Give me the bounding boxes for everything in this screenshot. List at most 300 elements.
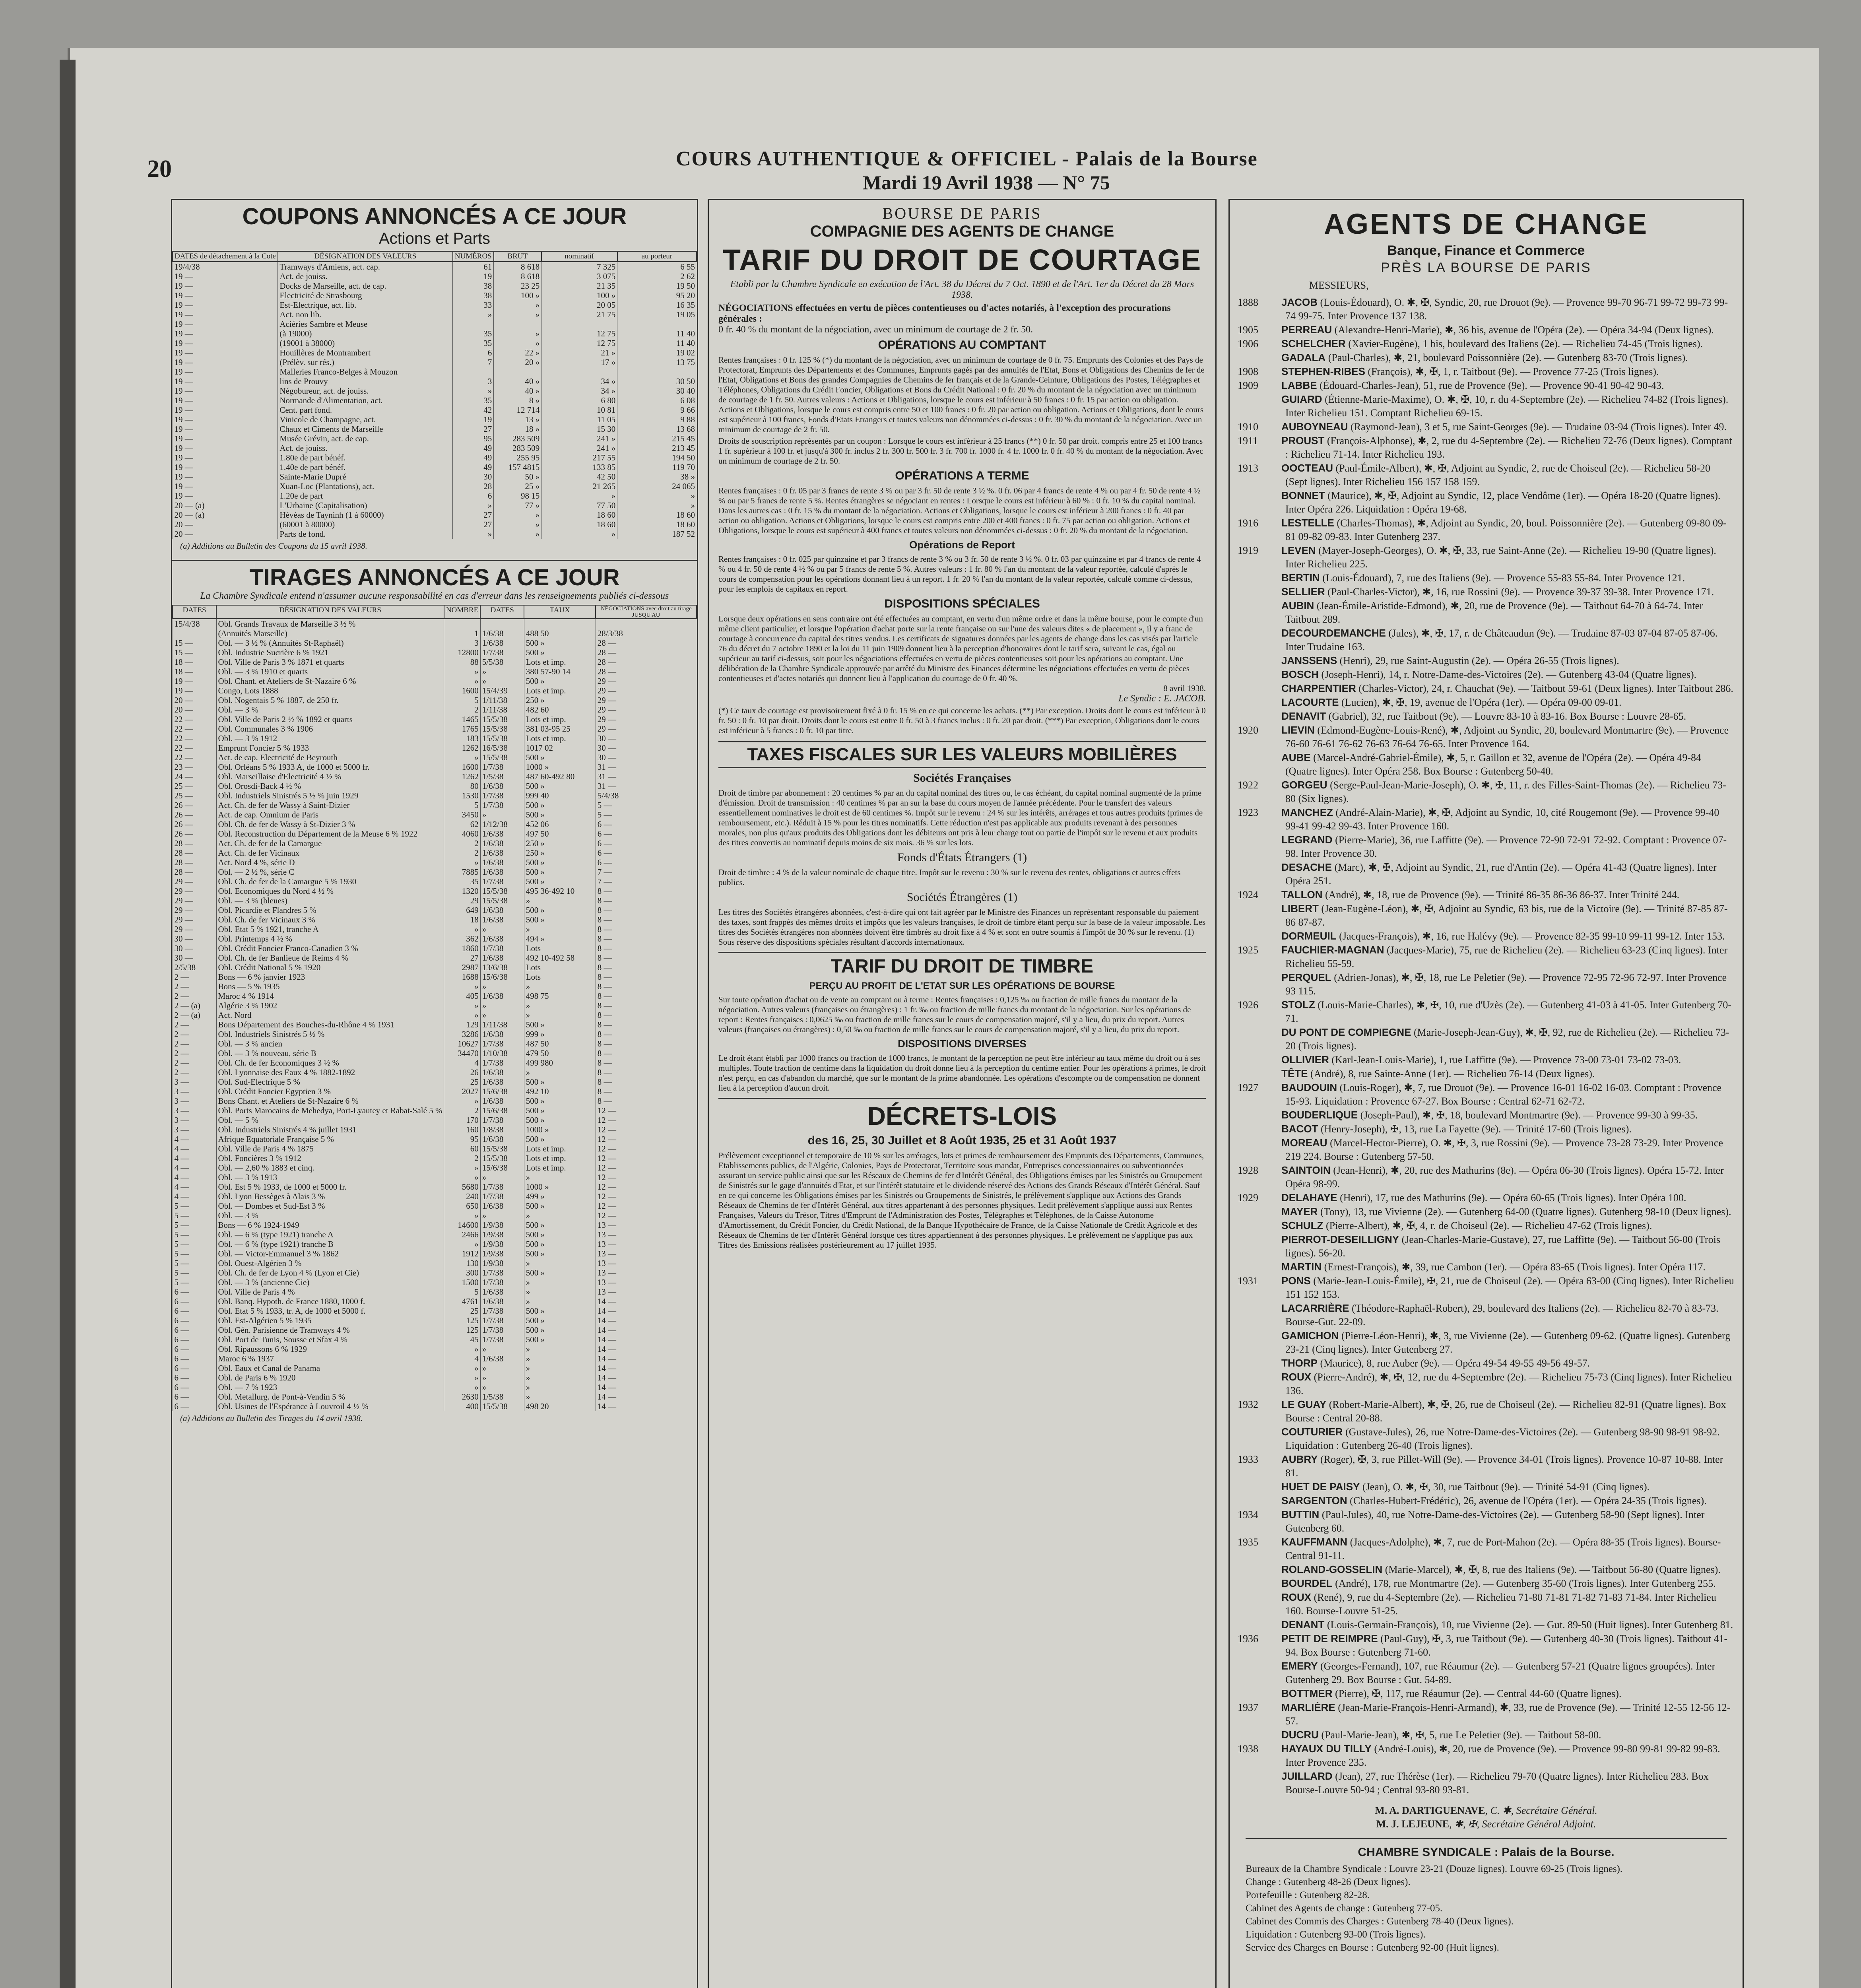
- agent-entry: [1230, 420, 1743, 434]
- cell-numero: [453, 367, 494, 377]
- cell-date: 6 —: [173, 1354, 216, 1363]
- terme-text: Rentes françaises : 0 fr. 05 par 3 francs de rente 3 % ou par 3 fr. 50 de rente 3 ½ %. 0 fr. 06 par 4 francs de rente 4 % ou par 4 fr. 50 de rente 4 ½ % ou par 5 francs de rente 5 %. Rentes étrangères se négociant en rentes : Lorsque le cours est inférieur à 60 % : 0 fr. 10 % du capital nominal. Dans les autres cas : 0 fr. 15 % du montant de la négociation. Actions et Obligations, lorsque le cours est inférieur à 200 francs : 0 fr. 40 par action ou obligation. Actions et Obligations, lorsque le cours est compris entre 200 et 400 francs : 0 fr. 75 par action ou obligation. Actions et Obligations, lorsque le cours est supérieur à 400 francs et toutes valeurs non dénommées ci-dessus : 0 fr. 20 % du montant de la négociation.: [718, 486, 1200, 535]
- cell-negociation: 8 —: [596, 915, 697, 924]
- agent-entry: [1230, 337, 1743, 351]
- cell-designation: Obl. Industriels Sinistrés 5 ½ % juin 1929: [216, 791, 444, 800]
- agent-details: (Karl-Jean-Louis-Marie), 1, rue Laffitte (9e). — Provence 73-00 73-01 73-02 73-03.: [1331, 1054, 1681, 1066]
- cell-nombre: »: [444, 1010, 480, 1020]
- cell-date: 22 —: [173, 734, 216, 743]
- cell-date: 6 —: [173, 1287, 216, 1297]
- cell-nombre: 4761: [444, 1297, 480, 1306]
- cell-designation: Obl. Lyon Bessèges à Alais 3 %: [216, 1192, 444, 1201]
- cell-numero: 35: [453, 329, 494, 338]
- agent-name: TÊTE: [1281, 1068, 1308, 1079]
- cell-taux: 1000 »: [524, 762, 596, 772]
- cell-nombre: »: [444, 1211, 480, 1220]
- cell-taux: 500 »: [524, 638, 596, 648]
- agent-name: JANSSENS: [1281, 654, 1337, 666]
- cell-nombre: »: [444, 1382, 480, 1392]
- cell-date: 20 —: [173, 520, 278, 529]
- table-row: [173, 272, 697, 281]
- agent-year: 1920: [1238, 724, 1258, 736]
- cell-nombre: »: [444, 1173, 480, 1182]
- cell-taux: 500 »: [524, 858, 596, 867]
- coupons-table: [172, 251, 697, 539]
- tarif-intro: Etabli par la Chambre Syndicale en exécution de l'Art. 38 du Décret du 7 Oct. 1890 et de l'Art. 1er du Décret du 28 Mars 1938.: [730, 279, 1194, 300]
- cell-brut: 13 »: [494, 415, 541, 424]
- comptant-text: Rentes françaises : 0 fr. 125 % (*) du montant de la négociation, avec un minimum de courtage de 0 fr. 75. Emprunts des Colonies et des Pays de Protectorat, Emprunts des Départements et des Communes, Emprunts gagés par des annuités de l'Etat, Bons et Obligations des Chemins de fer de l'Etat, Obligations et Bons des grandes Compagnies de Chemins de fer français et de la Grande-Ceinture, Obligations des Postes, Télégraphes et Téléphones, Obligations du Crédit Foncier, Obligations et Bons du Crédit National : 0 fr. 20 % du montant de la négociation avec un minimum de courtage de 1 fr. 50. Autres valeurs : Actions et Obligations, lorsque le cours est inférieur à 50 francs : 0 fr. 15 par action ou obligation. Actions et Obligations, lorsque le cours est compris entre 50 et 100 francs : 0 fr. 20 par action ou obligation. Actions et Obligations, dont le cours est supérieur à 100 francs, Fonds d'Etats Etrangers et toutes valeurs non dénommées ci-dessus : 0 fr. 30 % du montant de la négociation. Avec un minimum de courtage de 2 fr. 50.: [718, 355, 1205, 434]
- table-row: [173, 1363, 697, 1373]
- cell-nombre: 1500: [444, 1277, 480, 1287]
- cell-nominatif: 241 »: [541, 434, 617, 443]
- cell-date: 26 —: [173, 800, 216, 810]
- cell-taux: 492 10: [524, 1087, 596, 1096]
- cell-taux: 500 »: [524, 800, 596, 810]
- column-coupons-tirages: [171, 199, 698, 1988]
- agent-details: (Paul-Marie-Jean), ✱, ✠, 5, rue Le Peletier (9e). — Taitbout 58-00.: [1321, 1729, 1601, 1741]
- cell-date: 6 —: [173, 1335, 216, 1344]
- table-row: [173, 1020, 697, 1029]
- cell-porteur: 95 20: [617, 291, 697, 300]
- agent-details: (Joseph-Henri), 14, r. Notre-Dame-des-Victoires (2e). — Gutenberg 43-04 (Quatre lignes).: [1321, 669, 1697, 680]
- cell-taux: 500 »: [524, 1106, 596, 1115]
- table-row: [173, 1402, 697, 1411]
- agent-name: AUBIN: [1281, 600, 1314, 612]
- agent-year: 1909: [1238, 380, 1258, 391]
- cell-negociation: 8 —: [596, 972, 697, 982]
- agent-details: (René), 9, rue du 4-Septembre (2e). — Richelieu 71-80 71-81 71-82 71-83 71-84. Inter Richelieu 160. Bourse-Louvre 51-25.: [1285, 1592, 1716, 1617]
- cell-remb-date: 1/6/38: [480, 839, 524, 848]
- cell-remb-date: 15/6/38: [480, 1106, 524, 1115]
- cell-remb-date: 1/7/38: [480, 1335, 524, 1344]
- cell-designation: Bons — 5 % 1935: [216, 982, 444, 991]
- table-row: [173, 839, 697, 848]
- cell-designation: Obl. Industriels Sinistrés 4 % juillet 1931: [216, 1125, 444, 1134]
- cell-taux: 488 50: [524, 629, 596, 638]
- table-row: [173, 858, 697, 867]
- cell-brut: 40 »: [494, 386, 541, 396]
- cell-porteur: »: [617, 501, 697, 510]
- cell-taux: »: [524, 1258, 596, 1268]
- cell-negociation: 29 —: [596, 686, 697, 695]
- cell-negociation: 8 —: [596, 924, 697, 934]
- cell-taux: 500 »: [524, 1335, 596, 1344]
- cell-date: 4 —: [173, 1182, 216, 1192]
- cell-remb-date: 1/5/38: [480, 772, 524, 781]
- cell-designation: Malleries Franco-Belges à Mouzon: [278, 367, 453, 377]
- table-row: [173, 1029, 697, 1039]
- cell-nombre: 240: [444, 1192, 480, 1201]
- cell-nombre: 5680: [444, 1182, 480, 1192]
- cell-date: 3 —: [173, 1106, 216, 1115]
- cell-designation: L'Urbaine (Capitalisation): [278, 501, 453, 510]
- agent-year: 1929: [1238, 1192, 1258, 1204]
- cell-porteur: 11 40: [617, 338, 697, 348]
- cell-date: 29 —: [173, 924, 216, 934]
- cell-nombre: 405: [444, 991, 480, 1001]
- cell-numero: 28: [453, 481, 494, 491]
- cell-remb-date: 1/9/38: [480, 1249, 524, 1258]
- table-row: [173, 705, 697, 714]
- table-row: [173, 1316, 697, 1325]
- cell-remb-date: »: [480, 1382, 524, 1392]
- cell-nominatif: [541, 367, 617, 377]
- cell-negociation: 30 —: [596, 734, 697, 743]
- cell-date: 19 —: [173, 329, 278, 338]
- negociations-text: 0 fr. 40 % du montant de la négociation, avec un minimum de courtage de 2 fr. 50.: [718, 324, 1033, 335]
- cell-negociation: 8 —: [596, 1029, 697, 1039]
- secretaire-name: M. A. DARTIGUENAVE: [1375, 1805, 1485, 1816]
- cell-taux: 500 »: [524, 781, 596, 791]
- cell-designation: Obl. — 3 % 1913: [216, 1173, 444, 1182]
- cell-porteur: 18 60: [617, 510, 697, 520]
- agent-entry: [1230, 971, 1743, 998]
- agent-entry: [1230, 723, 1743, 751]
- cell-designation: Obl. Est-Algérien 5 % 1935: [216, 1316, 444, 1325]
- cell-designation: Obl. Ch. de fer Banlieue de Reims 4 %: [216, 953, 444, 963]
- cell-date: 22 —: [173, 743, 216, 753]
- syndic-signature: Le Syndic : E. JACOB.: [1118, 693, 1206, 704]
- agent-details: (François-Alphonse), ✱, 2, rue du 4-Septembre (2e). — Richelieu 72-76 (Deux lignes). Comptant : Richelieu 71-14. Inter Richelieu 193.: [1285, 435, 1732, 460]
- cell-nombre: 4: [444, 1058, 480, 1068]
- table-row: [173, 357, 697, 367]
- agent-entry: [1230, 1508, 1743, 1535]
- table-row: [173, 1306, 697, 1316]
- table-row: [173, 762, 697, 772]
- agent-name: ROUX: [1281, 1591, 1312, 1603]
- cell-nombre: 125: [444, 1316, 480, 1325]
- cell-negociation: 14 —: [596, 1402, 697, 1411]
- cell-numero: 33: [453, 300, 494, 310]
- agent-year: 1916: [1238, 517, 1258, 529]
- cell-taux: Lots et imp.: [524, 1144, 596, 1153]
- cell-date: 3 —: [173, 1115, 216, 1125]
- cell-negociation: 8 —: [596, 905, 697, 915]
- agent-name: SAINTOIN: [1281, 1164, 1331, 1176]
- cell-designation: Act. Ch. de fer de Wassy à Saint-Dizier: [216, 800, 444, 810]
- cell-remb-date: 1/6/38: [480, 848, 524, 858]
- cell-negociation: [596, 619, 697, 629]
- cell-brut: »: [494, 338, 541, 348]
- agent-details: (Jean), 27, rue Thérèse (1er). — Richelieu 79-70 (Quatre lignes). Inter Richelieu 283. Box Bourse-Louvre 50-94 ; Central 93-80 93-81.: [1285, 1771, 1709, 1796]
- cell-porteur: 11 40: [617, 329, 697, 338]
- cell-designation: Obl. Ports Marocains de Mehedya, Port-Lyautey et Rabat-Salé 5 %: [216, 1106, 444, 1115]
- table-row: [173, 1277, 697, 1287]
- cell-negociation: 6 —: [596, 858, 697, 867]
- cell-nombre: »: [444, 1001, 480, 1010]
- cell-nombre: 95: [444, 1134, 480, 1144]
- agent-name: AUBRY: [1281, 1453, 1318, 1465]
- table-row: [173, 319, 697, 329]
- chambre-line: Liquidation : Gutenberg 93-00 (Trois lignes).: [1246, 1929, 1426, 1940]
- cell-numero: »: [453, 529, 494, 539]
- cell-brut: 98 15: [494, 491, 541, 501]
- cell-date: 22 —: [173, 724, 216, 734]
- societes-etrangeres-text: Les titres des Sociétés étrangères abonnées, c'est-à-dire qui ont fait agréer par le Ministre des Finances un représentant responsable du paiement des taxes, sont frappés des mêmes droits et impôts que les valeurs françaises, le droit de timbre étant perçu sur la base de la valeur imposable. Les titres des Sociétés étrangères non abonnées doivent être timbrés au droit fixe à 4 % et sont en outre soumis à l'impôt de 30 % sur le revenu. (1) Sous réserve des dispositions spéciales résultant d'accords internationaux.: [718, 907, 1206, 947]
- cell-brut: »: [494, 310, 541, 319]
- cell-taux: 498 20: [524, 1402, 596, 1411]
- cell-date: 2 —: [173, 972, 216, 982]
- agent-entry: [1230, 833, 1743, 860]
- cell-nombre: 2: [444, 705, 480, 714]
- agent-details: (Pierre-André), ✱, ✠, 12, rue du 4-Septembre (2e). — Richelieu 75-73 (Cinq lignes). Inter Richelieu 136.: [1285, 1371, 1732, 1396]
- cell-taux: 492 10-492 58: [524, 953, 596, 963]
- decrets-text: Prélèvement exceptionnel et temporaire de 10 % sur les arrérages, lots et primes de remboursement des Emprunts des Départements, Communes, Etablissements publics, de l'Algérie, Colonies, Pays de Protectorat, Territoire sous mandat, Entreprises concessionnaires ou subventionnées assurant un service public ainsi que sur les Réseaux de Chemins de fer d'Intérêt Général, des Obligations émises par les Sinistrés ou Groupement de Sinistrés sur le gage d'annuités d'Etat, et sur l'intérêt statutaire et le dividende réservé des Actions des Grands Réseaux d'Intérêt Général. Sauf en ce qui concerne les Obligations émises par les Sinistrés ou Groupements de Sinistrés, le prélèvement s'applique aux Actions des Grands Réseaux de Chemins de fer d'Intérêt Général, aux titres appartenant à des personnes physiques. Ledit prélèvement s'applique aussi aux Rentes Françaises, Valeurs du Trésor, Titres d'Emprunt de l'Administration des Postes, Télégraphes et Téléphones, de la Caisse Autonome d'Amortissement, du Crédit Foncier, du Crédit National, de la Banque Hypothécaire de France, de la Caisse Nationale de Crédit Agricole et des Réseaux de Chemins de fer d'Intérêt Général lorsque ces titres appartiennent à des personnes physiques. Le prélèvement ne s'applique pas aux Titres des Emissions réalisées postérieurement au 17 juillet 1935.: [718, 1151, 1204, 1250]
- table-row: [173, 405, 697, 415]
- cell-nombre: 5: [444, 800, 480, 810]
- agent-entry: [1230, 681, 1743, 695]
- cell-nombre: 1912: [444, 1249, 480, 1258]
- cell-brut: 77 »: [494, 501, 541, 510]
- agent-details: (Alexandre-Henri-Marie), ✱, 36 bis, avenue de l'Opéra (2e). — Opéra 34-94 (Deux lignes).: [1334, 324, 1714, 336]
- cell-date: 2 — (a): [173, 1001, 216, 1010]
- agent-name: DUCRU: [1281, 1729, 1319, 1741]
- cell-date: 19 —: [173, 310, 278, 319]
- table-row: [173, 396, 697, 405]
- cell-nombre: 2: [444, 848, 480, 858]
- cell-remb-date: 1/7/38: [480, 648, 524, 657]
- agent-name: LIBERT: [1281, 903, 1319, 914]
- cell-remb-date: 5/5/38: [480, 657, 524, 667]
- cell-date: 30 —: [173, 944, 216, 953]
- taxes-text: Droit de timbre par abonnement : 20 centimes % par an du capital nominal des titres ou, le cas échéant, du capital nominal augmenté de la prime d'émission. Droit de transmission : 40 centimes % par an sur la base du cours moyen de l'année précédente. Pour le transfert des valeurs essentiellement nominatives le droit est de 60 centimes %. Impôt sur le revenu : 24 % sur les intérêts, arrérages et tous autres produits (primes de remboursement, etc.). Réduit à 15 % pour les titres nominatifs. Cette réduction n'est pas applicable aux produits revenant à des personnes morales, non plus qu'aux produits des Obligations dont les débiteurs ont pris à leur charge tout ou partie de l'impôt sur le revenu et aux produits des titres convertis au nominatif depuis moins de six mois. 36 % sur les lots.: [718, 788, 1203, 847]
- agent-name: DENANT: [1281, 1619, 1325, 1631]
- table-row: [173, 972, 697, 982]
- agent-details: (Marcel-Hector-Pierre), O. ✱, ✠, 3, rue Rossini (9e). — Provence 73-28 73-29. Inter Provence 219 224. Bourse : Gutenberg 57-50.: [1285, 1137, 1723, 1162]
- cell-date: 30 —: [173, 934, 216, 944]
- cell-designation: Obl. Ville de Paris 4 %: [216, 1287, 444, 1297]
- agent-details: (Jean-Marie-François-Henri-Armand), ✱, 33, rue de Provence (9e). — Trinité 12-55 12-56 12-57.: [1285, 1702, 1731, 1727]
- table-row: [173, 1354, 697, 1363]
- cell-nombre: 1860: [444, 944, 480, 953]
- cell-brut: 22 »: [494, 348, 541, 357]
- cell-designation: Obl. Ch. de fer Economiques 3 ½ %: [216, 1058, 444, 1068]
- cell-date: 20 — (a): [173, 510, 278, 520]
- chambre-line: Service des Charges en Bourse : Gutenberg 92-00 (Huit lignes).: [1246, 1942, 1499, 1953]
- cell-negociation: 6 —: [596, 848, 697, 858]
- cell-date: 6 —: [173, 1297, 216, 1306]
- cell-remb-date: 1/6/38: [480, 1354, 524, 1363]
- table-row: [173, 915, 697, 924]
- table-row: [173, 781, 697, 791]
- cell-designation: Tramways d'Amiens, act. cap.: [278, 262, 453, 272]
- cell-remb-date: »: [480, 924, 524, 934]
- cell-negociation: 14 —: [596, 1373, 697, 1382]
- agent-entry: [1230, 585, 1743, 599]
- cell-date: 2 —: [173, 1068, 216, 1077]
- cell-date: 26 —: [173, 829, 216, 839]
- agent-name: DENAVIT: [1281, 710, 1326, 722]
- cell-taux: 999 »: [524, 1029, 596, 1039]
- column-bourse: [708, 199, 1217, 1988]
- table-row: [173, 348, 697, 357]
- cell-date: 4 —: [173, 1163, 216, 1173]
- cell-nombre: 5: [444, 695, 480, 705]
- cell-negociation: 8 —: [596, 1010, 697, 1020]
- cell-designation: Obl. Grands Travaux de Marseille 3 ½ %: [216, 619, 444, 629]
- agent-name: MAYER: [1281, 1206, 1318, 1217]
- cell-nombre: 1530: [444, 791, 480, 800]
- cell-nombre: »: [444, 858, 480, 867]
- cell-remb-date: 1/11/38: [480, 1020, 524, 1029]
- table-row: [173, 877, 697, 886]
- table-row: [173, 329, 697, 338]
- agent-entry: [1230, 351, 1743, 365]
- cell-designation: Act. non lib.: [278, 310, 453, 319]
- cell-nombre: 2027: [444, 1087, 480, 1096]
- cell-date: 4 —: [173, 1153, 216, 1163]
- cell-remb-date: 15/6/38: [480, 1163, 524, 1173]
- cell-date: 19 —: [173, 405, 278, 415]
- page-title: COURS AUTHENTIQUE & OFFICIEL - Palais de la Bourse: [676, 148, 1258, 170]
- cell-nominatif: [541, 319, 617, 329]
- table-row: [173, 676, 697, 686]
- cell-taux: »: [524, 1392, 596, 1402]
- cell-porteur: »: [617, 491, 697, 501]
- cell-designation: Obl. Reconstruction du Département de la Meuse 6 % 1922: [216, 829, 444, 839]
- agent-details: (Jacques-Adolphe), ✱, 7, rue de Port-Mahon (2e). — Opéra 88-35 (Trois lignes). Bourse-Central 91-11.: [1285, 1536, 1721, 1561]
- cell-designation: Obl. — 6 % (type 1921) tranche B: [216, 1239, 444, 1249]
- table-row: [173, 1268, 697, 1277]
- table-row: [173, 648, 697, 657]
- agent-name: GUIARD: [1281, 393, 1322, 405]
- cell-designation: Obl. Orléans 5 % 1933 A, de 1000 et 5000 fr.: [216, 762, 444, 772]
- agent-details: (Edmond-Eugène-Louis-René), ✱, Adjoint au Syndic, 20, boulevard Montmartre (9e). — Provence 76-60 76-61 76-62 76-63 76-64 76-65. Inter Provence 164.: [1285, 724, 1729, 749]
- tirages-note: (a) Additions au Bulletin des Tirages du 14 avril 1938.: [180, 1413, 363, 1423]
- col-header-negociations: NÉGOCIATIONS avec droit au tirage JUSQU'AU: [596, 605, 697, 619]
- cell-designation: Obl. Banq. Hypoth. de France 1880, 1000 f.: [216, 1297, 444, 1306]
- cell-taux: 500 »: [524, 1239, 596, 1249]
- cell-date: 6 —: [173, 1316, 216, 1325]
- cell-designation: (à 19000): [278, 329, 453, 338]
- agent-details: (Henri), 17, rue des Mathurins (9e). — Opéra 60-65 (Trois lignes). Inter Opéra 100.: [1340, 1192, 1686, 1204]
- bourse-heading: BOURSE DE PARIS: [882, 204, 1042, 222]
- cell-taux: »: [524, 1354, 596, 1363]
- table-row: [173, 924, 697, 934]
- cell-taux: 500 »: [524, 810, 596, 819]
- cell-date: 2 —: [173, 1029, 216, 1039]
- agent-name: OOCTEAU: [1281, 462, 1333, 474]
- cell-brut: »: [494, 520, 541, 529]
- cell-designation: Obl. Etat 5 % 1933, tr. A, de 1000 et 5000 f.: [216, 1306, 444, 1316]
- table-row: [173, 1192, 697, 1201]
- cell-negociation: 28/3/38: [596, 629, 697, 638]
- cell-negociation: 29 —: [596, 695, 697, 705]
- cell-negociation: 8 —: [596, 1087, 697, 1096]
- cell-designation: Obl. Ripaussons 6 % 1929: [216, 1344, 444, 1354]
- cell-designation: Obl. — 3 % (bleues): [216, 896, 444, 905]
- cell-nominatif: 34 »: [541, 377, 617, 386]
- cell-taux: 500 »: [524, 1306, 596, 1316]
- col-header-nominatif: nominatif: [541, 251, 617, 262]
- cell-brut: »: [494, 300, 541, 310]
- table-row: [173, 1087, 697, 1096]
- cell-remb-date: 1/6/38: [480, 1287, 524, 1297]
- cell-remb-date: 1/6/38: [480, 629, 524, 638]
- cell-brut: 8 »: [494, 396, 541, 405]
- cell-remb-date: 1/6/38: [480, 1297, 524, 1306]
- agent-name: LIEVIN: [1281, 724, 1315, 736]
- cell-date: 6 —: [173, 1382, 216, 1392]
- cell-brut: 23 25: [494, 281, 541, 291]
- cell-designation: Obl. Crédit Foncier Egyptien 3 %: [216, 1087, 444, 1096]
- cell-nominatif: 34 »: [541, 386, 617, 396]
- cell-negociation: 12 —: [596, 1192, 697, 1201]
- cell-numero: 19: [453, 272, 494, 281]
- agent-name: SELLIER: [1281, 586, 1325, 598]
- secretaire-line: [1230, 1804, 1743, 1817]
- cell-nombre: 25: [444, 1306, 480, 1316]
- cell-designation: Obl. Gén. Parisienne de Tramways 4 %: [216, 1325, 444, 1335]
- cell-nominatif: 11 05: [541, 415, 617, 424]
- cell-negociation: 12 —: [596, 1115, 697, 1125]
- cell-date: 19 —: [173, 443, 278, 453]
- cell-nominatif: 17 »: [541, 357, 617, 367]
- table-row: [173, 1048, 697, 1058]
- cell-designation: Obl. Usines de l'Espérance à Louvroil 4 ½ %: [216, 1402, 444, 1411]
- cell-remb-date: 1/6/38: [480, 953, 524, 963]
- table-row: [173, 944, 697, 953]
- cell-taux: 487 50: [524, 1039, 596, 1048]
- table-row: [173, 1220, 697, 1230]
- table-row: [173, 501, 697, 510]
- cell-designation: Cent. part fond.: [278, 405, 453, 415]
- agent-year: 1913: [1238, 462, 1258, 474]
- cell-designation: Chaux et Ciments de Marseille: [278, 424, 453, 434]
- cell-taux: 499 980: [524, 1058, 596, 1068]
- cell-remb-date: »: [480, 1173, 524, 1182]
- cell-nominatif: 42 50: [541, 472, 617, 481]
- cell-nominatif: »: [541, 529, 617, 539]
- agent-entry: [1230, 489, 1743, 516]
- cell-date: 22 —: [173, 714, 216, 724]
- table-row: [173, 1211, 697, 1220]
- agent-name: BACOT: [1281, 1123, 1318, 1135]
- cell-designation: Obl. Eaux et Canal de Panama: [216, 1363, 444, 1373]
- cell-date: 25 —: [173, 781, 216, 791]
- cell-negociation: 28 —: [596, 648, 697, 657]
- cell-remb-date: »: [480, 667, 524, 676]
- agent-name: LEVEN: [1281, 544, 1316, 556]
- cell-date: 6 —: [173, 1344, 216, 1354]
- cell-designation: Maroc 6 % 1937: [216, 1354, 444, 1363]
- cell-numero: 27: [453, 520, 494, 529]
- table-row: [173, 867, 697, 877]
- cell-remb-date: 15/5/38: [480, 714, 524, 724]
- cell-designation: Obl. Communales 3 % 1906: [216, 724, 444, 734]
- cell-negociation: 14 —: [596, 1363, 697, 1373]
- agent-details: (Adrien-Jonas), ✱, ✠, 18, rue Le Peletier (9e). — Provence 72-95 72-96 72-97. Inter Provence 93 115.: [1285, 972, 1727, 997]
- table-row: [173, 367, 697, 377]
- cell-taux: 250 »: [524, 848, 596, 858]
- agent-details: (Louis-Roger), ✱, 7, rue Drouot (9e). — Provence 16-01 16-02 16-03. Comptant : Provence 15-93. Liquidation : Provence 67-27. Box Bourse : Central 62-71 62-72.: [1285, 1082, 1722, 1107]
- table-row: [173, 462, 697, 472]
- cell-remb-date: »: [480, 810, 524, 819]
- agent-name: DELAHAYE: [1281, 1192, 1337, 1204]
- agent-details: (Pierre), ✠, 117, rue Réaumur (2e). — Central 44-60 (Quatre lignes).: [1335, 1688, 1622, 1699]
- table-row: [173, 743, 697, 753]
- cell-designation: Xuan-Loc (Plantations), act.: [278, 481, 453, 491]
- cell-taux: 500 »: [524, 1316, 596, 1325]
- agent-entry: [1230, 1769, 1743, 1797]
- table-row: [173, 1325, 697, 1335]
- comptant-title: OPÉRATIONS AU COMPTANT: [878, 338, 1046, 351]
- cell-date: 20 —: [173, 695, 216, 705]
- cell-negociation: 8 —: [596, 1039, 697, 1048]
- cell-date: 26 —: [173, 819, 216, 829]
- cell-date: 19 —: [173, 676, 216, 686]
- cell-nombre: 2466: [444, 1230, 480, 1239]
